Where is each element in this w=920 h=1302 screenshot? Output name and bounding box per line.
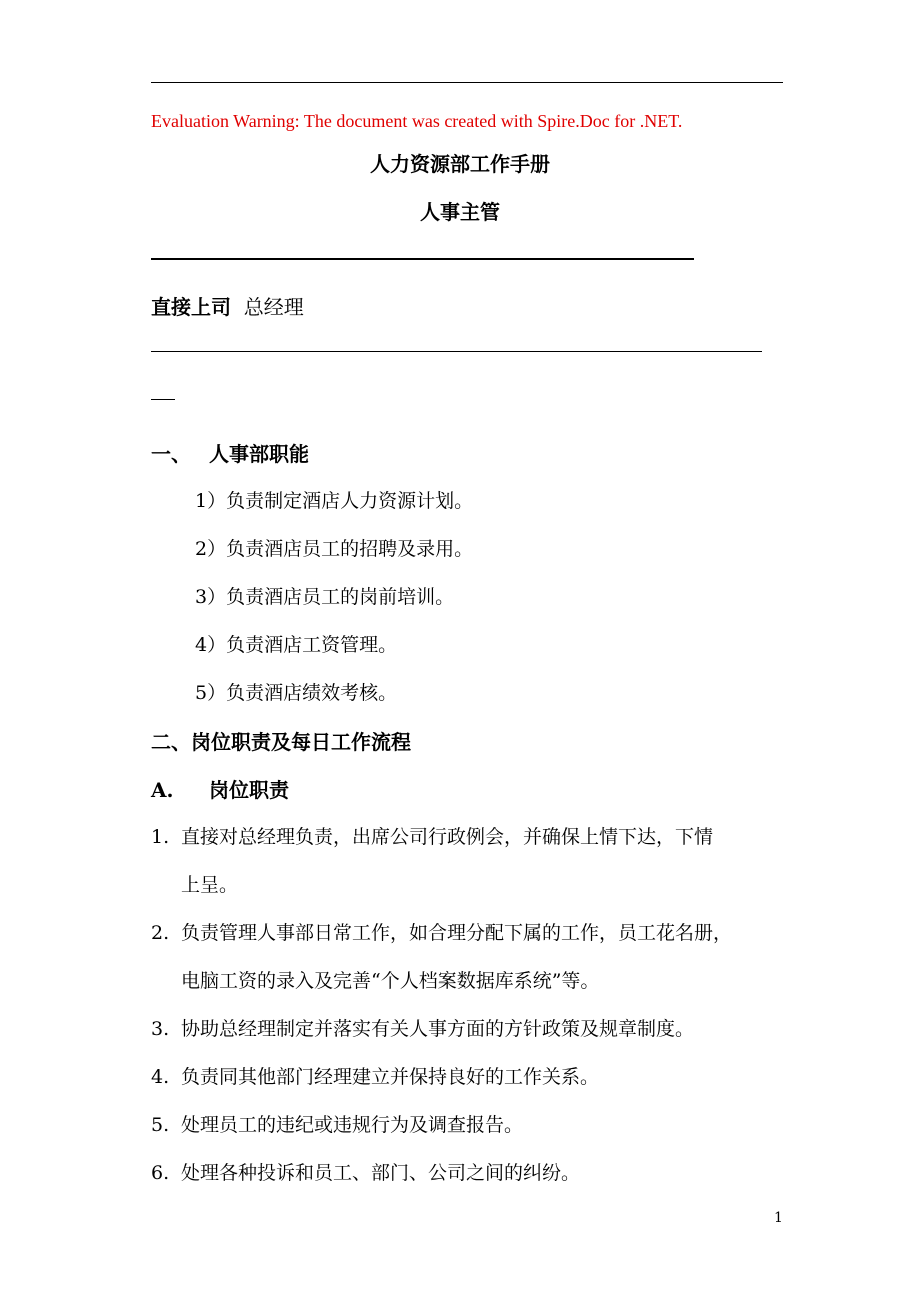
duty-text: 处理员工的违纪或违规行为及调查报告。 bbox=[181, 1114, 524, 1136]
section1-title: 人事部职能 bbox=[209, 442, 309, 466]
duty-item bbox=[151, 918, 732, 945]
supervisor-line bbox=[151, 291, 304, 320]
duty-continuation: 上呈。 bbox=[181, 874, 239, 896]
function-item: 1）负责制定酒店人力资源计划。 bbox=[195, 490, 474, 512]
duty-text: 协助总经理制定并落实有关人事方面的方针政策及规章制度。 bbox=[181, 1018, 695, 1040]
duty-text: 负责管理人事部日常工作，如合理分配下属的工作，员工花名册， bbox=[181, 922, 733, 944]
duty-item bbox=[151, 822, 713, 849]
duty-text: 直接对总经理负责，出席公司行政例会，并确保上情下达，下情 bbox=[181, 826, 714, 848]
function-item: 4）负责酒店工资管理。 bbox=[195, 634, 398, 656]
supervisor-label: 直接上司 bbox=[151, 295, 231, 319]
function-item: 5）负责酒店绩效考核。 bbox=[195, 682, 398, 704]
page-number: 1 bbox=[774, 1210, 783, 1226]
function-item: 2）负责酒店员工的招聘及录用。 bbox=[195, 538, 474, 560]
duty-number: 5. bbox=[151, 1114, 170, 1136]
duty-number: 2. bbox=[151, 922, 170, 944]
duty-text: 处理各种投诉和员工、部门、公司之间的纠纷。 bbox=[181, 1162, 581, 1184]
duty-item bbox=[151, 1158, 580, 1185]
section2-heading: 二、岗位职责及每日工作流程 bbox=[151, 730, 411, 754]
duty-item bbox=[151, 1014, 694, 1041]
duty-number: 1. bbox=[151, 826, 170, 848]
duty-number: 3. bbox=[151, 1018, 170, 1040]
supervisor-value: 总经理 bbox=[243, 295, 304, 319]
duty-number: 6. bbox=[151, 1162, 170, 1184]
header-rule bbox=[151, 82, 783, 83]
subsection-a-title: 岗位职责 bbox=[209, 778, 289, 802]
document-subtitle: 人事主管 bbox=[420, 200, 500, 224]
duty-continuation: 电脑工资的录入及完善“个人档案数据库系统”等。 bbox=[181, 970, 600, 992]
duty-number: 4. bbox=[151, 1066, 170, 1088]
separator-line bbox=[151, 351, 762, 352]
section1-heading bbox=[151, 438, 309, 467]
separator-dash bbox=[151, 399, 175, 400]
subsection-a-heading bbox=[151, 774, 289, 803]
duty-item bbox=[151, 1110, 523, 1137]
document-title: 人力资源部工作手册 bbox=[370, 152, 550, 176]
section1-number: 一、 bbox=[151, 442, 191, 466]
function-item: 3）负责酒店员工的岗前培训。 bbox=[195, 586, 455, 608]
title-divider bbox=[151, 258, 694, 260]
duty-item bbox=[151, 1062, 599, 1089]
evaluation-warning: Evaluation Warning: The document was created with Spire.Doc for .NET. bbox=[151, 111, 683, 131]
subsection-a-letter: A. bbox=[151, 778, 174, 802]
duty-text: 负责同其他部门经理建立并保持良好的工作关系。 bbox=[181, 1066, 600, 1088]
